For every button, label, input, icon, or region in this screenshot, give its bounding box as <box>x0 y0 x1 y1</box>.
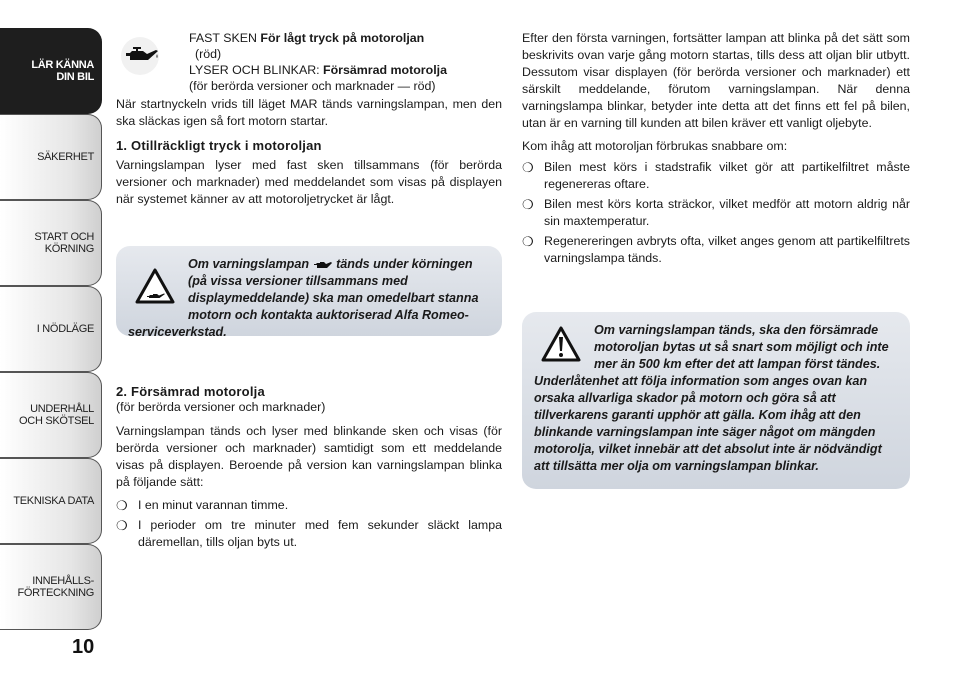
right-paragraph-2: Kom ihåg att motoroljan förbrukas snabbare om: <box>522 139 788 153</box>
oil-consumption-list <box>522 159 910 267</box>
page-number: 10 <box>72 636 95 658</box>
tab-underhall-och-skotsel[interactable]: UNDERHÅLL OCH SKÖTSEL <box>0 372 102 458</box>
bullet-icon: ❍ <box>522 160 534 175</box>
tab-i-nodlage[interactable]: I NÖDLÄGE <box>0 286 102 372</box>
low-pressure-paragraph: Varningslampan lyser med fast sken tillsammans (för berörda versioner och marknader) med meddelandet som visas på displayen när systemet känner av att motoroljetrycket är lågt. <box>116 158 502 206</box>
intro-paragraph: När startnyckeln vrids till läget MAR tänds varningslampan, men den ska släckas igen så fort motorn startar. <box>116 97 502 128</box>
heading-low-pressure: 1. Otillräckligt tryck i motoroljan <box>116 138 322 153</box>
tab-lar-kanna-din-bil[interactable]: LÄR KÄNNA DIN BIL <box>0 28 102 114</box>
bullet-icon: ❍ <box>522 234 534 249</box>
inline-oil-can-icon <box>313 260 333 270</box>
lamp-description <box>189 30 502 94</box>
warning-triangle-icon <box>134 266 176 306</box>
list-item: ❍ I en minut varannan timme. <box>116 498 289 513</box>
tab-start-och-korning[interactable]: START OCH KÖRNING <box>0 200 102 286</box>
warning2-text: Om varningslampan tänds, ska den försämrade motoroljan bytas ut så snart som möjligt och inte mer än 500 km efter det att lampan först tändes. Underlåtenhet att följa information som anges ovan kan orsaka allvarliga skador på motorn och göra så att tillverkarens garanti upphör att gälla. Kom ihåg att den blinkande varningslampan inte säger något om mängden motorolja, vilket innebär att det absolut inte är nödvändigt att tillsätta mer olja om varningslampan blinkar. <box>534 323 889 473</box>
list-item: ❍ Bilen mest körs i stadstrafik vilket gör att partikelfiltret måste regenereras oftare. <box>522 160 910 191</box>
bullet-icon: ❍ <box>522 197 534 212</box>
heading-degraded-oil: 2. Försämrad motorolja <box>116 384 265 399</box>
lamp-blink-title: Försämrad motorolja <box>323 63 447 77</box>
oil-can-icon <box>116 36 168 76</box>
tab-sakerhet[interactable]: SÄKERHET <box>0 114 102 200</box>
bullet-icon: ❍ <box>116 518 128 533</box>
lamp-fixed-color: (röd) <box>195 47 222 61</box>
warning-triangle-icon <box>540 324 582 364</box>
lamp-header <box>116 30 502 96</box>
bullet-icon: ❍ <box>116 498 128 513</box>
list-item: ❍ Regenereringen avbryts ofta, vilket anges genom att partikelfiltrets varningslampa tänds. <box>522 234 910 265</box>
degraded-oil-note: (för berörda versioner och marknader) <box>116 400 326 414</box>
list-item: ❍ Bilen mest körs korta sträckor, vilket medför att motorn aldrig når sin maxtemperatur. <box>522 197 910 228</box>
left-column <box>116 30 502 554</box>
warning-box-replace-oil <box>522 312 910 489</box>
warning-box-stop-engine <box>116 246 502 339</box>
lamp-fixed-title: För lågt tryck på motoroljan <box>260 31 425 45</box>
warning1-text-a: Om varningslampan <box>188 257 313 271</box>
warning1-text-b: tänds under körningen (på vissa versioner tillsammans med displaymeddelande) ska man omedelbart stanna motorn och kontakta auktoriserad Alfa Romeo-serviceverkstad. <box>128 257 479 339</box>
lamp-fixed-prefix: FAST SKEN <box>189 31 261 45</box>
tab-innehallsforteckning[interactable]: INNEHÅLLS- FÖRTECKNING <box>0 544 102 630</box>
right-paragraph-1: Efter den första varningen, fortsätter lampan att blinka på det sätt som beskrivits ovan varje gång motorn startas, tills dess att oljan blir utbytt. Dessutom visar displayen (för berörda versioner och marknader) ett särskilt meddelande, förutom varningslampan. När denna varningslampa blinkar, betyder inte detta att det finns ett fel på bilen, utan är en varning till kunden att bilen kräver ett vanligt oljebyte. <box>522 31 910 130</box>
lamp-blink-note: (för berörda versioner och marknader — röd) <box>189 79 436 93</box>
list-item: ❍ I perioder om tre minuter med fem sekunder släckt lampa däremellan, tills oljan byts ut. <box>116 518 502 549</box>
blink-pattern-list <box>116 497 502 551</box>
right-column <box>522 30 910 489</box>
degraded-oil-paragraph: Varningslampan tänds och lyser med blinkande sken och visas (för berörda versioner och marknader) samtidigt som ett meddelande visas på displayen. Beroende på version kan varningslampan blinka på följande sätt: <box>116 424 502 489</box>
lamp-blink-prefix: LYSER OCH BLINKAR: <box>189 63 324 77</box>
tab-tekniska-data[interactable]: TEKNISKA DATA <box>0 458 102 544</box>
